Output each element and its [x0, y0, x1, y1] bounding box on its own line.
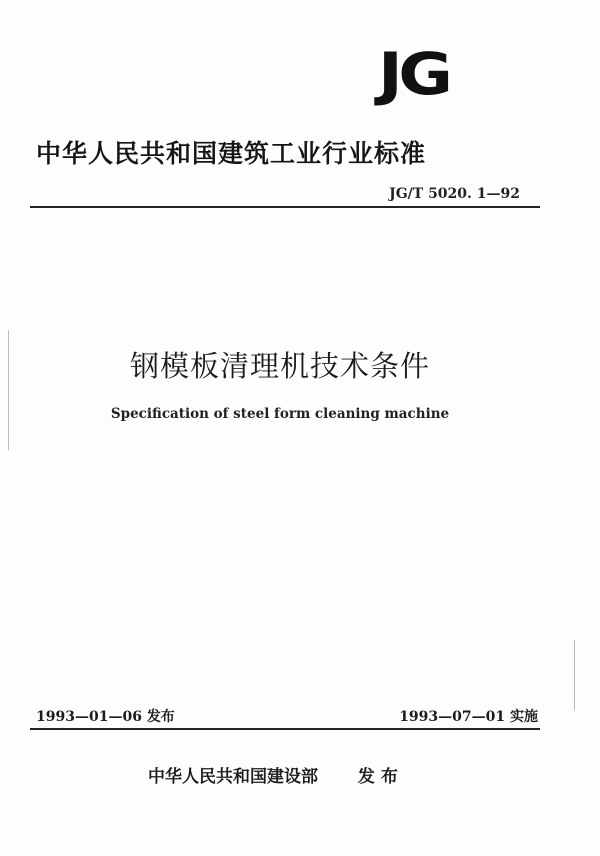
header-divider [30, 206, 540, 208]
footer-divider [30, 728, 540, 730]
implement-date: 1993—07—01 [399, 709, 506, 725]
implement-label: 实施 [510, 709, 538, 725]
standard-code: JG/T 5020. 1—92 [389, 186, 520, 202]
scan-edge-mark [574, 640, 575, 710]
issue-date: 1993—01—06 [36, 709, 142, 725]
issue-label: 发布 [146, 709, 175, 725]
jg-logo: JG [378, 40, 449, 108]
publisher-block [148, 762, 398, 787]
implement-date-block [399, 706, 538, 726]
standard-category: 中华人民共和国建筑工业行业标准 [36, 139, 427, 168]
publisher-name: 中华人民共和国建设部 [148, 767, 318, 787]
document-title-english: Specification of steel form cleaning machine [110, 406, 450, 422]
document-title-chinese: 钢模板清理机技术条件 [129, 349, 430, 383]
publisher-label: 发 布 [357, 767, 398, 787]
issue-date-block [36, 706, 175, 726]
